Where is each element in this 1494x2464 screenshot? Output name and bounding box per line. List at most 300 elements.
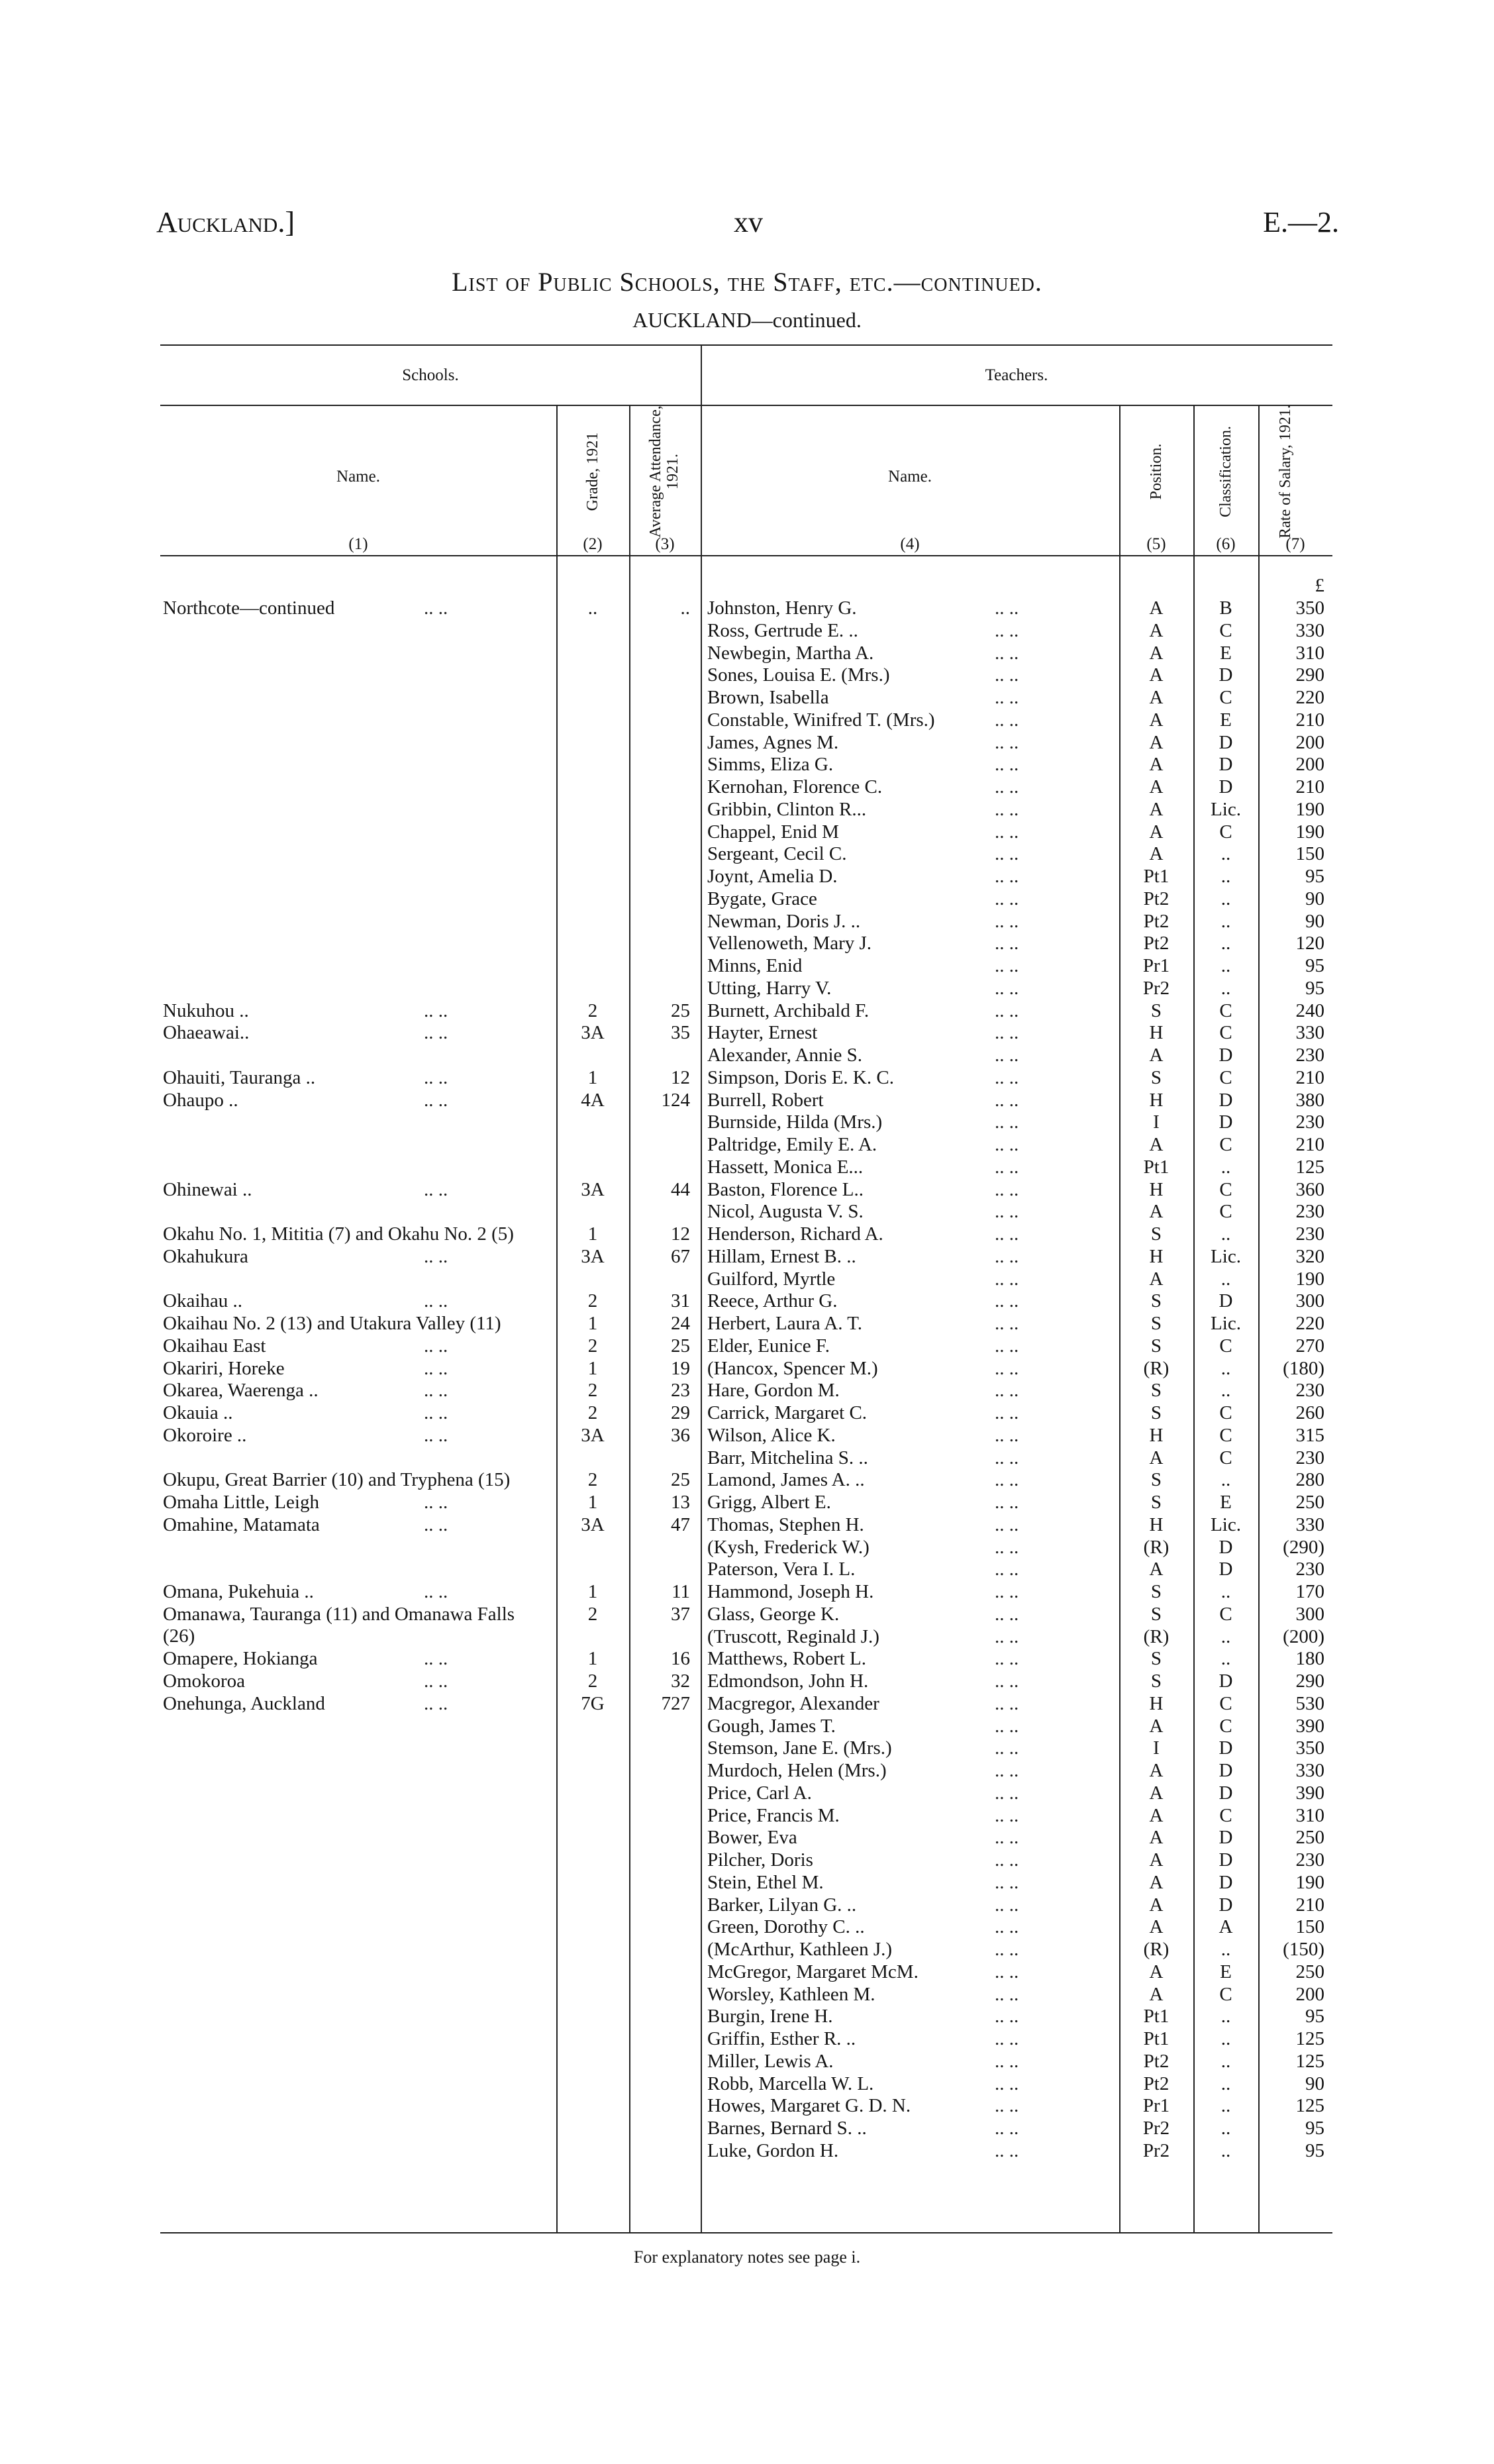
col-number-5: (5)	[1146, 535, 1166, 553]
position-cell: A	[1149, 1916, 1164, 1938]
classification-cell: C	[1219, 1022, 1232, 1044]
classification-cell: Lic.	[1211, 1313, 1241, 1334]
classification-cell: ..	[1220, 1223, 1231, 1245]
teacher-name: (Hancox, Spencer M.)	[707, 1357, 878, 1379]
teacher-name: Stein, Ethel M.	[707, 1871, 824, 1893]
leader-dots: .. ..	[995, 2028, 1019, 2049]
position-cell: S	[1150, 1603, 1162, 1625]
attendance-cell: 29	[671, 1402, 690, 1423]
position-cell: S	[1150, 1223, 1162, 1245]
teacher-name: Minns, Enid	[707, 955, 803, 976]
classification-cell: E	[1220, 709, 1232, 731]
grade-cell: 2	[587, 1000, 598, 1021]
teacher-name: Henderson, Richard A.	[707, 1223, 883, 1245]
grade-cell: 7G	[581, 1692, 605, 1714]
leader-dots: .. ..	[424, 1000, 448, 1021]
leader-dots: .. ..	[424, 1178, 448, 1200]
classification-cell: D	[1219, 776, 1233, 797]
leader-dots: .. ..	[995, 1089, 1019, 1111]
classification-cell: Lic.	[1211, 1245, 1241, 1267]
position-cell: I	[1153, 1111, 1160, 1133]
position-cell: A	[1149, 821, 1164, 843]
salary-cell: 230	[1295, 1201, 1324, 1223]
teacher-name: Hammond, Joseph H.	[707, 1581, 874, 1602]
classification-cell: ..	[1220, 843, 1231, 865]
school-name: Okariri, Horeke	[163, 1357, 285, 1379]
salary-cell: 220	[1295, 1313, 1324, 1334]
position-cell: I	[1153, 1737, 1160, 1759]
salary-cell: 230	[1295, 1111, 1324, 1133]
teacher-name: Burnett, Archibald F.	[707, 1000, 870, 1021]
position-cell: S	[1150, 1402, 1162, 1423]
classification-cell: ..	[1220, 2139, 1231, 2161]
leader-dots: .. ..	[424, 597, 448, 619]
school-name: Okahukura	[163, 1245, 248, 1267]
leader-dots: .. ..	[995, 1670, 1019, 1692]
footer-note: For explanatory notes see page i.	[633, 2247, 861, 2267]
leader-dots: .. ..	[424, 1424, 448, 1446]
salary-cell: 120	[1295, 933, 1324, 954]
classification-cell: D	[1219, 1849, 1233, 1871]
grade-cell: 1	[587, 1648, 598, 1670]
position-cell: A	[1149, 1871, 1164, 1893]
attendance-cell: 23	[671, 1380, 690, 1402]
school-name: Ohaupo ..	[163, 1089, 238, 1111]
position-cell: Pr2	[1142, 2139, 1170, 2161]
salary-cell: 390	[1295, 1715, 1324, 1737]
classification-cell: ..	[1220, 2050, 1231, 2072]
attendance-cell: 47	[671, 1514, 690, 1535]
position-cell: Pr2	[1142, 977, 1170, 999]
salary-cell: 260	[1295, 1402, 1324, 1423]
salary-cell: 210	[1295, 1894, 1324, 1916]
salary-cell: 330	[1295, 1760, 1324, 1781]
classification-cell: ..	[1220, 1380, 1231, 1402]
col-header-salary: Rate of Salary, 1921.	[1277, 405, 1294, 539]
salary-cell: 180	[1295, 1648, 1324, 1670]
grade-cell: 4A	[581, 1089, 605, 1111]
salary-cell: 230	[1295, 1223, 1324, 1245]
classification-cell: ..	[1220, 866, 1231, 887]
salary-cell: (200)	[1283, 1625, 1324, 1647]
position-cell: A	[1149, 731, 1164, 753]
leader-dots: .. ..	[995, 1045, 1019, 1066]
leader-dots: .. ..	[995, 1559, 1019, 1580]
classification-cell: ..	[1220, 910, 1231, 932]
teacher-name: James, Agnes M.	[707, 731, 839, 753]
leader-dots: .. ..	[995, 1201, 1019, 1223]
leader-dots: .. ..	[995, 1134, 1019, 1155]
teacher-name: Matthews, Robert L.	[707, 1648, 867, 1670]
classification-cell: ..	[1220, 1939, 1231, 1960]
salary-cell: 90	[1305, 888, 1324, 909]
classification-cell: C	[1219, 1692, 1232, 1714]
teacher-name: McGregor, Margaret McM.	[707, 1961, 919, 1982]
leader-dots: .. ..	[995, 2139, 1019, 2161]
leader-dots: .. ..	[995, 910, 1019, 932]
salary-cell: 200	[1295, 731, 1324, 753]
position-cell: A	[1149, 687, 1164, 708]
classification-cell: D	[1219, 1871, 1233, 1893]
leader-dots: .. ..	[995, 1894, 1019, 1916]
classification-cell: C	[1219, 1447, 1232, 1468]
leader-dots: .. ..	[424, 1670, 448, 1692]
position-cell: A	[1149, 1715, 1164, 1737]
salary-cell: 390	[1295, 1782, 1324, 1804]
teacher-name: Green, Dorothy C. ..	[707, 1916, 865, 1938]
leader-dots: .. ..	[995, 1290, 1019, 1312]
attendance-cell: ..	[680, 597, 690, 619]
classification-cell: C	[1219, 1335, 1232, 1357]
position-cell: A	[1149, 1268, 1164, 1290]
teacher-name: Bygate, Grace	[707, 888, 817, 909]
salary-cell: 95	[1305, 2139, 1324, 2161]
position-cell: A	[1149, 664, 1164, 686]
classification-cell: C	[1219, 1804, 1232, 1826]
leader-dots: .. ..	[995, 1871, 1019, 1893]
salary-cell: 330	[1295, 1022, 1324, 1044]
position-cell: A	[1149, 1849, 1164, 1871]
school-name: Omaha Little, Leigh	[163, 1492, 319, 1513]
teacher-name: Hillam, Ernest B. ..	[707, 1245, 856, 1267]
classification-cell: D	[1219, 1782, 1233, 1804]
classification-cell: ..	[1220, 1625, 1231, 1647]
teacher-name: Griffin, Esther R. ..	[707, 2028, 856, 2049]
leader-dots: .. ..	[995, 1581, 1019, 1602]
classification-cell: C	[1219, 1715, 1232, 1737]
teacher-name: Constable, Winifred T. (Mrs.)	[707, 709, 935, 731]
school-name: Omanawa, Tauranga (11) and Omanawa Falls (26)	[163, 1603, 515, 1647]
leader-dots: .. ..	[995, 1402, 1019, 1423]
salary-cell: 350	[1295, 1737, 1324, 1759]
salary-cell: 125	[1295, 1156, 1324, 1178]
position-cell: A	[1149, 1782, 1164, 1804]
leader-dots: .. ..	[995, 1916, 1019, 1938]
grade-cell: 2	[587, 1469, 598, 1491]
attendance-cell: 32	[671, 1670, 690, 1692]
leader-dots: .. ..	[995, 1066, 1019, 1088]
salary-cell: 220	[1295, 687, 1324, 708]
position-cell: H	[1149, 1424, 1164, 1446]
position-cell: Pt1	[1143, 2006, 1170, 2028]
teacher-name: Lamond, James A. ..	[707, 1469, 865, 1491]
teacher-name: Thomas, Stephen H.	[707, 1514, 864, 1535]
position-cell: Pt2	[1143, 910, 1170, 932]
teacher-name: Macgregor, Alexander	[707, 1692, 879, 1714]
teacher-name: Carrick, Margaret C.	[707, 1402, 868, 1423]
leader-dots: .. ..	[995, 754, 1019, 776]
page-title: List of Public Schools, the Staff, etc.—continued.	[452, 267, 1042, 297]
salary-cell: 290	[1295, 664, 1324, 686]
leader-dots: .. ..	[995, 2073, 1019, 2094]
leader-dots: .. ..	[424, 1066, 448, 1088]
classification-cell: C	[1219, 619, 1232, 641]
col-header-grade: Grade, 1921	[584, 432, 601, 511]
attendance-cell: 44	[671, 1178, 690, 1200]
position-cell: S	[1150, 1581, 1162, 1602]
leader-dots: .. ..	[995, 977, 1019, 999]
leader-dots: .. ..	[995, 1156, 1019, 1178]
position-cell: (R)	[1143, 1536, 1170, 1558]
grade-cell: 1	[587, 1223, 598, 1245]
position-cell: A	[1149, 1045, 1164, 1066]
salary-cell: 250	[1295, 1961, 1324, 1982]
salary-cell: 125	[1295, 2028, 1324, 2049]
position-cell: A	[1149, 1961, 1164, 1982]
leader-dots: .. ..	[995, 1804, 1019, 1826]
leader-dots: .. ..	[424, 1089, 448, 1111]
position-cell: A	[1149, 709, 1164, 731]
school-name: Okaihau ..	[163, 1290, 242, 1312]
position-cell: A	[1149, 1559, 1164, 1580]
position-cell: A	[1149, 776, 1164, 797]
classification-cell: D	[1219, 1045, 1233, 1066]
teacher-name: Edmondson, John H.	[707, 1670, 869, 1692]
salary-cell: 350	[1295, 597, 1324, 619]
teacher-name: Burrell, Robert	[707, 1089, 824, 1111]
attendance-cell: 36	[671, 1424, 690, 1446]
school-name: Omokoroa	[163, 1670, 246, 1692]
classification-cell: ..	[1220, 955, 1231, 976]
teacher-name: Simms, Eliza G.	[707, 754, 834, 776]
attendance-cell: 31	[671, 1290, 690, 1312]
teacher-name: Barker, Lilyan G. ..	[707, 1894, 857, 1916]
position-cell: H	[1149, 1178, 1164, 1200]
teacher-name: Bower, Eva	[707, 1827, 797, 1849]
col-header-teacher-name: Name.	[888, 468, 932, 486]
table-top-rule	[160, 344, 1332, 346]
salary-cell: 230	[1295, 1849, 1324, 1871]
leader-dots: .. ..	[995, 1424, 1019, 1446]
salary-cell: 360	[1295, 1178, 1324, 1200]
attendance-cell: 37	[671, 1603, 690, 1625]
salary-cell: 230	[1295, 1045, 1324, 1066]
position-cell: A	[1149, 843, 1164, 865]
position-cell: Pr2	[1142, 2118, 1170, 2139]
salary-cell: 95	[1305, 866, 1324, 887]
teacher-name: Paltridge, Emily E. A.	[707, 1134, 877, 1155]
position-cell: A	[1149, 642, 1164, 664]
teacher-name: Elder, Eunice F.	[707, 1335, 830, 1357]
attendance-cell: 16	[671, 1648, 690, 1670]
classification-cell: C	[1219, 1134, 1232, 1155]
leader-dots: .. ..	[995, 888, 1019, 909]
teacher-name: Paterson, Vera I. L.	[707, 1559, 856, 1580]
position-cell: A	[1149, 1894, 1164, 1916]
grade-cell: 1	[587, 1066, 598, 1088]
position-cell: A	[1149, 754, 1164, 776]
salary-cell: 190	[1295, 821, 1324, 843]
classification-cell: C	[1219, 1178, 1232, 1200]
leader-dots: .. ..	[995, 1335, 1019, 1357]
grade-cell: 2	[587, 1380, 598, 1402]
school-name: Okahu No. 1, Mititia (7) and Okahu No. 2 (5)	[163, 1223, 514, 1245]
leader-dots: .. ..	[995, 1313, 1019, 1334]
position-cell: S	[1150, 1670, 1162, 1692]
leader-dots: .. ..	[995, 1022, 1019, 1044]
leader-dots: .. ..	[995, 1380, 1019, 1402]
position-cell: A	[1149, 1827, 1164, 1849]
col-number-6: (6)	[1216, 535, 1236, 553]
leader-dots: .. ..	[995, 1827, 1019, 1849]
salary-cell: 270	[1295, 1335, 1324, 1357]
classification-cell: C	[1219, 1201, 1232, 1223]
salary-cell: 150	[1295, 1916, 1324, 1938]
grade-cell: 3A	[581, 1178, 605, 1200]
school-name: Northcote—continued	[163, 597, 335, 619]
salary-cell: 320	[1295, 1245, 1324, 1267]
school-name: Omahine, Matamata	[163, 1514, 320, 1535]
attendance-cell: 24	[671, 1313, 690, 1334]
col-header-attendance: Average Attendance, 1921.	[647, 405, 681, 538]
teacher-name: Gribbin, Clinton R...	[707, 798, 867, 820]
classification-cell: D	[1219, 664, 1233, 686]
leader-dots: .. ..	[424, 1245, 448, 1267]
teacher-name: (Truscott, Reginald J.)	[707, 1625, 879, 1647]
classification-cell: D	[1219, 1089, 1233, 1111]
col-header-classification: Classification.	[1217, 426, 1234, 517]
position-cell: H	[1149, 1022, 1164, 1044]
teacher-name: Worsley, Kathleen M.	[707, 1983, 875, 2005]
school-name: Omapere, Hokianga	[163, 1648, 318, 1670]
classification-cell: ..	[1220, 2118, 1231, 2139]
classification-cell: C	[1219, 821, 1232, 843]
leader-dots: .. ..	[995, 2050, 1019, 2072]
salary-cell: 315	[1295, 1424, 1324, 1446]
leader-dots: .. ..	[995, 1737, 1019, 1759]
school-name: Okaihau East	[163, 1335, 266, 1357]
salary-cell: 330	[1295, 619, 1324, 641]
classification-cell: C	[1219, 1000, 1232, 1021]
salary-cell: 210	[1295, 709, 1324, 731]
salary-cell: 125	[1295, 2095, 1324, 2117]
classification-cell: D	[1219, 1290, 1233, 1312]
teacher-name: Brown, Isabella	[707, 687, 829, 708]
teacher-name: Howes, Margaret G. D. N.	[707, 2095, 911, 2117]
col-number-1: (1)	[348, 535, 368, 553]
grade-cell: 2	[587, 1290, 598, 1312]
classification-cell: D	[1219, 1737, 1233, 1759]
salary-cell: 95	[1305, 2006, 1324, 2028]
leader-dots: .. ..	[424, 1022, 448, 1044]
salary-cell: 230	[1295, 1559, 1324, 1580]
grade-cell: 3A	[581, 1245, 605, 1267]
school-name: Nukuhou ..	[163, 1000, 249, 1021]
teacher-name: Newman, Doris J. ..	[707, 910, 861, 932]
classification-cell: D	[1219, 754, 1233, 776]
teacher-name: Glass, George K.	[707, 1603, 840, 1625]
group-header-schools: Schools.	[402, 366, 459, 384]
grade-cell: 1	[587, 1357, 598, 1379]
school-name: Onehunga, Auckland	[163, 1692, 325, 1714]
classification-cell: ..	[1220, 933, 1231, 954]
leader-dots: .. ..	[424, 1380, 448, 1402]
teacher-name: Nicol, Augusta V. S.	[707, 1201, 864, 1223]
page-number: xv	[734, 206, 763, 238]
teacher-name: Luke, Gordon H.	[707, 2139, 839, 2161]
teacher-name: Reece, Arthur G.	[707, 1290, 838, 1312]
classification-cell: D	[1219, 1536, 1233, 1558]
attendance-cell: 25	[671, 1335, 690, 1357]
position-cell: H	[1149, 1514, 1164, 1535]
position-cell: A	[1149, 619, 1164, 641]
leader-dots: .. ..	[995, 2095, 1019, 2117]
classification-cell: D	[1219, 1111, 1233, 1133]
document-code: E.—2.	[1263, 206, 1339, 238]
position-cell: A	[1149, 1447, 1164, 1468]
classification-cell: D	[1219, 1827, 1233, 1849]
grade-cell: 2	[587, 1402, 598, 1423]
leader-dots: .. ..	[995, 1447, 1019, 1468]
classification-cell: E	[1220, 1961, 1232, 1982]
position-cell: S	[1150, 1066, 1162, 1088]
salary-cell: 230	[1295, 1380, 1324, 1402]
position-cell: H	[1149, 1245, 1164, 1267]
teacher-name: (McArthur, Kathleen J.)	[707, 1939, 893, 1960]
classification-cell: D	[1219, 1559, 1233, 1580]
teacher-name: Murdoch, Helen (Mrs.)	[707, 1760, 887, 1781]
salary-cell: 125	[1295, 2050, 1324, 2072]
grade-cell: 2	[587, 1603, 598, 1625]
currency-symbol: £	[1315, 575, 1324, 596]
salary-cell: 310	[1295, 1804, 1324, 1826]
leader-dots: .. ..	[995, 642, 1019, 664]
school-name: Okauia ..	[163, 1402, 233, 1423]
leader-dots: .. ..	[995, 1961, 1019, 1982]
position-cell: A	[1149, 1760, 1164, 1781]
classification-cell: D	[1219, 1760, 1233, 1781]
col-header-school-name: Name.	[336, 468, 380, 486]
classification-cell: ..	[1220, 2095, 1231, 2117]
classification-cell: A	[1219, 1916, 1233, 1938]
salary-cell: 95	[1305, 2118, 1324, 2139]
attendance-cell: 12	[671, 1223, 690, 1245]
attendance-cell: 67	[671, 1245, 690, 1267]
leader-dots: .. ..	[995, 843, 1019, 865]
leader-dots: .. ..	[995, 1983, 1019, 2005]
salary-cell: 300	[1295, 1290, 1324, 1312]
salary-cell: 330	[1295, 1514, 1324, 1535]
leader-dots: .. ..	[424, 1335, 448, 1357]
salary-cell: 190	[1295, 1871, 1324, 1893]
salary-cell: 210	[1295, 1134, 1324, 1155]
page-subtitle: AUCKLAND—continued.	[632, 308, 862, 332]
grade-cell: 1	[587, 1313, 598, 1334]
teacher-name: Barnes, Bernard S. ..	[707, 2118, 867, 2139]
classification-cell: ..	[1220, 2006, 1231, 2028]
classification-cell: ..	[1220, 1156, 1231, 1178]
position-cell: S	[1150, 1380, 1162, 1402]
leader-dots: .. ..	[995, 619, 1019, 641]
salary-cell: 210	[1295, 776, 1324, 797]
leader-dots: .. ..	[995, 1648, 1019, 1670]
classification-cell: Lic.	[1211, 798, 1241, 820]
leader-dots: .. ..	[995, 1625, 1019, 1647]
school-name: Okoroire ..	[163, 1424, 247, 1446]
group-header-teachers: Teachers.	[985, 366, 1048, 384]
classification-cell: E	[1220, 642, 1232, 664]
position-cell: Pt2	[1143, 2050, 1170, 2072]
classification-cell: D	[1219, 731, 1233, 753]
position-cell: Pt2	[1143, 2073, 1170, 2094]
leader-dots: .. ..	[995, 1782, 1019, 1804]
teacher-name: Barr, Mitchelina S. ..	[707, 1447, 868, 1468]
salary-cell: 290	[1295, 1670, 1324, 1692]
position-cell: S	[1150, 1290, 1162, 1312]
teacher-name: Simpson, Doris E. K. C.	[707, 1066, 894, 1088]
position-cell: Pt1	[1143, 2028, 1170, 2049]
salary-cell: (180)	[1283, 1357, 1324, 1379]
